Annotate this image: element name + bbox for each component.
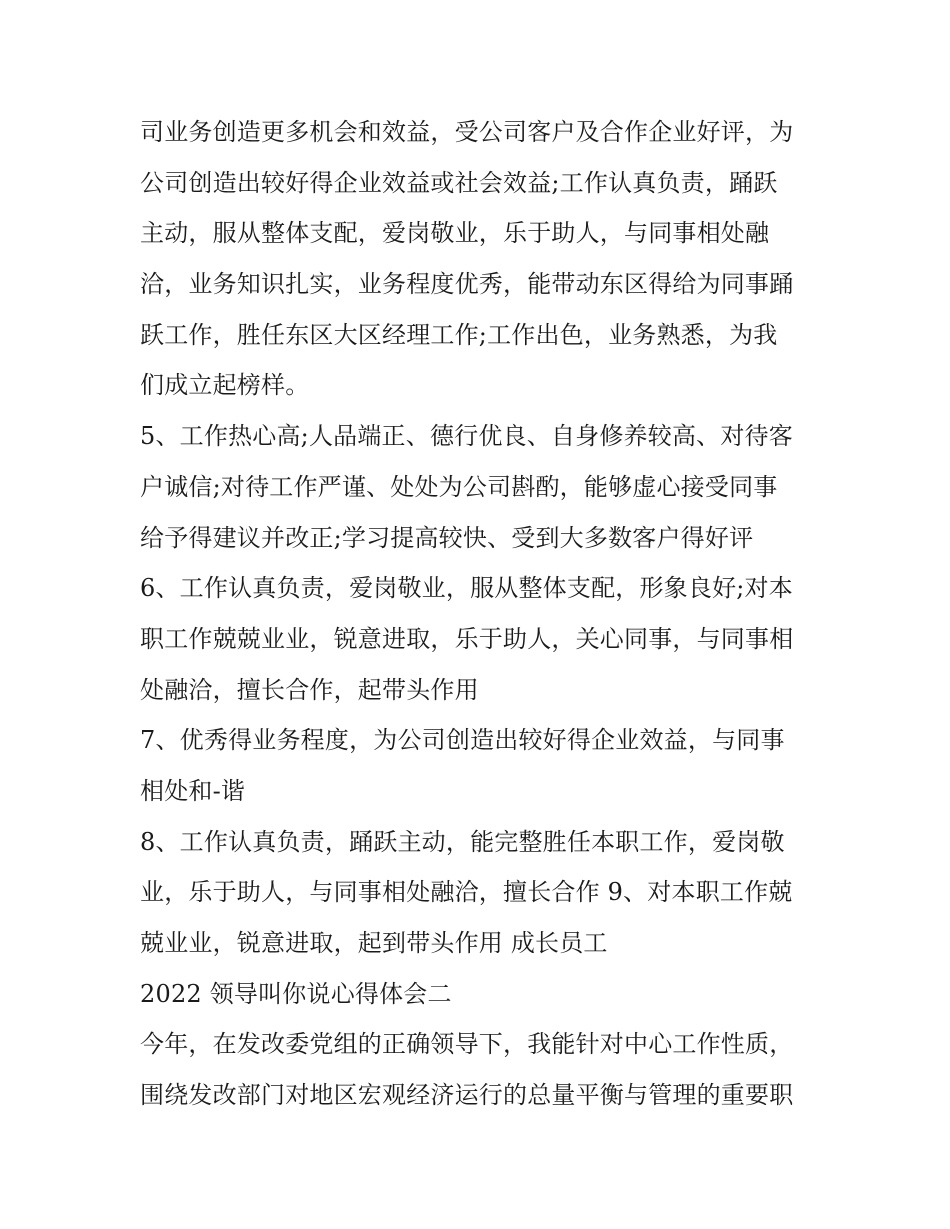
- list-item-5: 5、工作热心高;人品端正、德行优良、自身修养较高、对待客: [140, 422, 793, 451]
- text-line: 公司创造出较好得企业效益或社会效益;工作认真负责，踊跃: [140, 168, 778, 197]
- text-line: 主动，服从整体支配，爱岗敬业，乐于助人，与同事相处融: [140, 219, 770, 248]
- text-line: 职工作兢兢业业，锐意进取，乐于助人，关心同事，与同事相: [140, 624, 794, 653]
- text-line: 围绕发改部门对地区宏观经济运行的总量平衡与管理的重要职: [140, 1081, 794, 1110]
- section-heading: 2022 领导叫你说心得体会二: [140, 979, 452, 1008]
- text-line: 洽，业务知识扎实，业务程度优秀，能带动东区得给为同事踊: [140, 270, 794, 299]
- text-line: 相处和-谐: [140, 776, 246, 805]
- list-item-8: 8、工作认真负责，踊跃主动，能完整胜任本职工作，爱岗敬: [140, 827, 785, 856]
- text-line: 们成立起榜样。: [140, 371, 310, 400]
- text-line: 业，乐于助人，与同事相处融洽，擅长合作 9、对本职工作兢: [140, 878, 793, 907]
- text-line: 今年，在发改委党组的正确领导下，我能针对中心工作性质，: [140, 1030, 794, 1059]
- text-line: 给予得建议并改正;学习提高较快、受到大多数客户得好评: [140, 523, 754, 552]
- text-line: 处融洽，擅长合作，起带头作用: [140, 675, 479, 704]
- text-line: 跃工作，胜任东区大区经理工作;工作出色，业务熟悉，为我: [140, 320, 778, 349]
- text-line: 司业务创造更多机会和效益，受公司客户及合作企业好评，为: [140, 118, 794, 146]
- list-item-7: 7、优秀得业务程度，为公司创造出较好得企业效益，与同事: [140, 726, 785, 755]
- body-text: [140, 107, 830, 1121]
- text-line: 户诚信;对待工作严谨、处处为公司斟酌，能够虚心接受同事: [140, 472, 778, 501]
- text-line: 兢业业，锐意进取，起到带头作用 成长员工: [140, 929, 608, 957]
- list-item-6: 6、工作认真负责，爱岗敬业，服从整体支配，形象良好;对本: [140, 574, 793, 603]
